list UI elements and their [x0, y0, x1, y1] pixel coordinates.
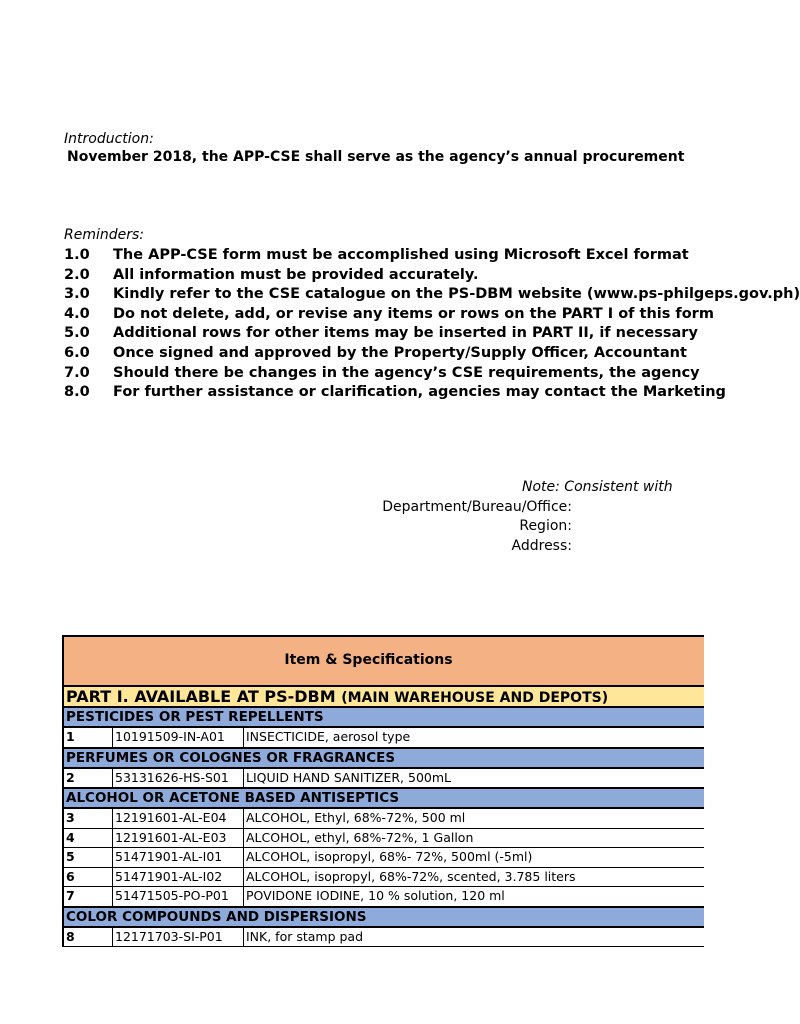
- item-number-cell: 6: [64, 868, 113, 887]
- reminder-item: [64, 344, 800, 364]
- item-number-cell: 3: [64, 809, 113, 828]
- reminders-list: [64, 246, 800, 403]
- reminder-item: [64, 364, 800, 384]
- item-code-cell: 12191601-AL-E04: [113, 809, 244, 828]
- reminder-item: [64, 324, 800, 344]
- reminder-item: [64, 285, 800, 305]
- item-code-cell: 51471901-AL-I01: [113, 848, 244, 867]
- consistency-note: Note: Consistent with: [522, 479, 673, 495]
- introduction-text: November 2018, the APP-CSE shall serve as the agency’s annual procurement: [67, 149, 685, 165]
- item-number-cell: 7: [64, 887, 113, 906]
- item-description-cell: INK, for stamp pad: [246, 928, 364, 944]
- item-description-cell: ALCOHOL, isopropyl, 68%-72%, scented, 3.785 liters: [246, 868, 576, 884]
- reminder-text: Once signed and approved by the Property/Supply Officer, Accountant: [113, 344, 687, 361]
- table-row[interactable]: [64, 887, 704, 908]
- item-number-cell: 1: [64, 728, 113, 747]
- item-description-cell: ALCOHOL, isopropyl, 68%- 72%, 500ml (-5ml): [246, 849, 533, 864]
- table-row[interactable]: [64, 809, 704, 829]
- department-label: Department/Bureau/Office:: [382, 499, 572, 515]
- item-number-cell: 2: [64, 769, 113, 788]
- reminder-text: The APP-CSE form must be accomplished using Microsoft Excel format: [113, 247, 689, 263]
- item-description-cell: LIQUID HAND SANITIZER, 500mL: [246, 769, 451, 785]
- category-row: COLOR COMPOUNDS AND DISPERSIONS: [64, 908, 704, 928]
- item-code-cell: 51471505-PO-P01: [113, 887, 244, 906]
- item-description-cell: ALCOHOL, ethyl, 68%-72%, 1 Gallon: [246, 829, 474, 845]
- reminder-item: [64, 383, 800, 403]
- category-row: ALCOHOL OR ACETONE BASED ANTISEPTICS: [64, 789, 704, 809]
- reminder-item: [64, 266, 800, 286]
- table-row[interactable]: [64, 829, 704, 849]
- table-row[interactable]: [64, 848, 704, 868]
- introduction-label: Introduction:: [64, 131, 154, 147]
- table-header: [64, 637, 704, 687]
- reminder-number: 1.0: [64, 247, 90, 263]
- table-row[interactable]: [64, 868, 704, 888]
- reminder-number: 2.0: [64, 266, 90, 283]
- category-row: PESTICIDES OR PEST REPELLENTS: [64, 708, 704, 728]
- address-label: Address:: [511, 538, 572, 554]
- reminder-text: Should there be changes in the agency’s CSE requirements, the agency: [113, 364, 700, 381]
- reminder-text: Additional rows for other items may be inserted in PART II, if necessary: [113, 325, 698, 342]
- reminder-number: 6.0: [64, 344, 90, 361]
- item-description-cell: INSECTICIDE, aerosol type: [246, 729, 411, 744]
- reminder-text: Do not delete, add, or revise any items or rows on the PART I of this form: [113, 305, 714, 322]
- item-description-cell: ALCOHOL, Ethyl, 68%-72%, 500 ml: [246, 810, 466, 825]
- item-code-cell: 12191601-AL-E03: [113, 829, 244, 848]
- item-code-cell: 10191509-IN-A01: [113, 728, 244, 747]
- table-row[interactable]: [64, 728, 704, 749]
- part-subtitle: (MAIN WAREHOUSE AND DEPOTS): [341, 690, 609, 706]
- part-one-row: [64, 687, 704, 708]
- reminder-item: [64, 246, 800, 266]
- item-specifications-header: Item & Specifications: [284, 652, 453, 668]
- part-title: PART I. AVAILABLE AT PS-DBM: [66, 687, 336, 706]
- category-row: PERFUMES OR COLOGNES OR FRAGRANCES: [64, 749, 704, 769]
- item-number-cell: 5: [64, 848, 113, 867]
- item-code-cell: 12171703-SI-P01: [113, 928, 244, 947]
- item-number-cell: 8: [64, 928, 113, 947]
- cse-table: [62, 635, 704, 947]
- reminder-item: [64, 305, 800, 325]
- table-row[interactable]: [64, 769, 704, 790]
- reminder-number: 7.0: [64, 364, 90, 381]
- item-description-cell: POVIDONE IODINE, 10 % solution, 120 ml: [246, 888, 505, 903]
- reminder-number: 3.0: [64, 286, 90, 303]
- item-code-cell: 51471901-AL-I02: [113, 868, 244, 887]
- reminder-text: Kindly refer to the CSE catalogue on the PS-DBM website (www.ps-philgeps.gov.ph): [113, 286, 800, 303]
- reminder-number: 5.0: [64, 325, 90, 342]
- reminder-text: All information must be provided accurately.: [113, 266, 479, 283]
- reminder-number: 4.0: [64, 305, 90, 322]
- reminder-number: 8.0: [64, 384, 90, 401]
- region-label: Region:: [519, 518, 572, 534]
- item-code-cell: 53131626-HS-S01: [113, 769, 244, 788]
- table-row[interactable]: [64, 928, 704, 948]
- reminder-text: For further assistance or clarification, agencies may contact the Marketing: [113, 384, 726, 401]
- item-number-cell: 4: [64, 829, 113, 848]
- reminders-label: Reminders:: [64, 227, 145, 243]
